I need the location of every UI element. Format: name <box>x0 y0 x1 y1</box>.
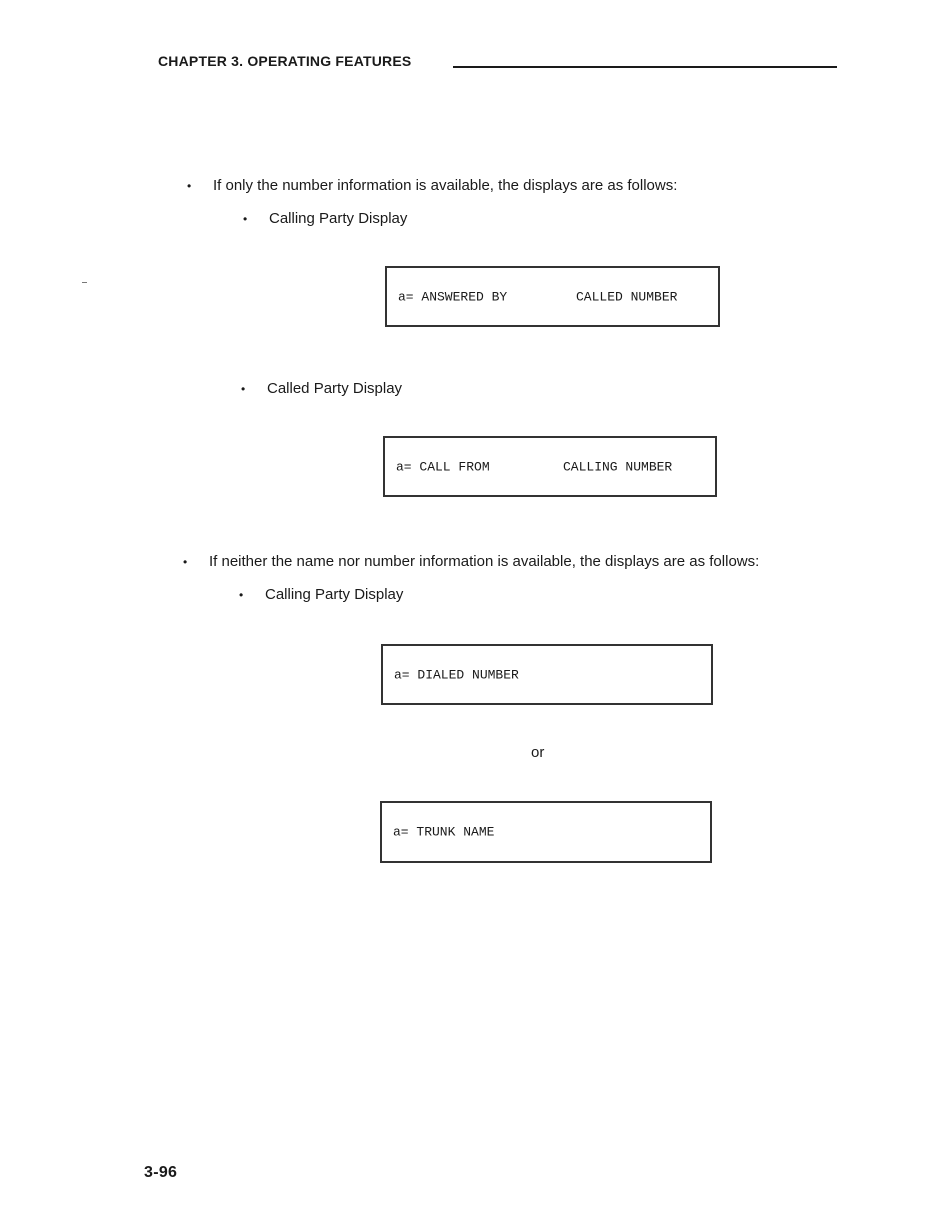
bullet-icon: • <box>187 179 192 193</box>
header-rule <box>453 66 837 68</box>
bullet-icon: • <box>183 555 188 569</box>
dialed-number-display <box>381 644 713 705</box>
section-2-intro: If neither the name nor number information is available, the displays are as follows: <box>209 553 760 570</box>
display-text-right: CALLED NUMBER <box>576 289 678 304</box>
called-party-label: Called Party Display <box>267 380 403 397</box>
or-separator: or <box>531 744 545 761</box>
bullet-icon: • <box>243 212 248 226</box>
display-text: a= TRUNK NAME <box>393 824 495 840</box>
calling-party-label: Calling Party Display <box>269 210 408 227</box>
bullet-icon: • <box>241 382 246 396</box>
margin-mark <box>82 282 87 283</box>
trunk-name-display <box>380 801 712 863</box>
section-1-intro: If only the number information is available, the displays are as follows: <box>213 177 678 194</box>
called-party-display <box>383 436 717 497</box>
calling-party-display <box>385 266 720 327</box>
display-text: a= DIALED NUMBER <box>394 667 519 682</box>
bullet-icon: • <box>239 588 244 602</box>
page-number: 3-96 <box>144 1164 178 1181</box>
chapter-title: CHAPTER 3. OPERATING FEATURES <box>158 53 412 69</box>
display-text-left: a= ANSWERED BY <box>398 289 508 304</box>
calling-party-label: Calling Party Display <box>265 586 404 603</box>
display-text-right: CALLING NUMBER <box>563 459 673 474</box>
display-text-left: a= CALL FROM <box>396 459 490 474</box>
